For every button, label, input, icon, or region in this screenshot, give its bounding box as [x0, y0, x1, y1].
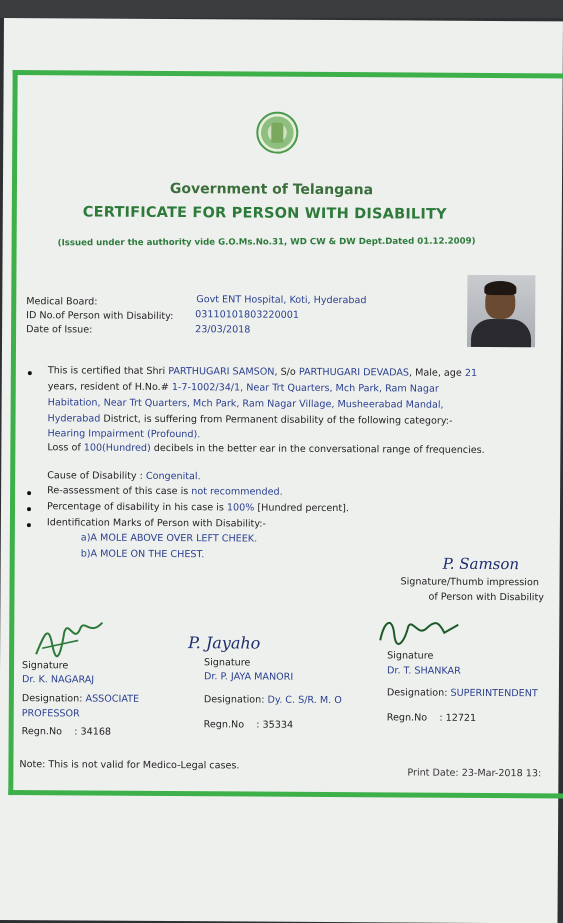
- medico-legal-note: Note: This is not valid for Medico-Legal cases.: [19, 759, 240, 772]
- person-signature-label: Signature/Thumb impression: [400, 576, 539, 589]
- medical-board-value: Govt ENT Hospital, Koti, Hyderabad: [196, 294, 367, 307]
- government-heading: Government of Telangana: [169, 181, 374, 199]
- body-line-4: Hyderabad District, is suffering from Permanent disability of the following category:-: [47, 413, 453, 427]
- body-line-1: This is certified that Shri PARTHUGARI SAMSON, S/o PARTHUGARI DEVADAS, Male, age 21: [47, 365, 478, 379]
- bullet: [28, 371, 32, 375]
- print-date: Print Date: 23-Mar-2018 13:: [407, 767, 542, 780]
- doctor-2-signature: P. Jayaho: [188, 633, 261, 653]
- disability-category: Hearing Impairment (Profound).: [47, 428, 201, 441]
- bullet: [27, 523, 31, 527]
- telangana-emblem-icon: [256, 112, 298, 154]
- doctor-1-signature-icon: [30, 614, 110, 664]
- body-line-3: Habitation, Near Trt Quarters, Mch Park, Ram Nagar Village, Musheerabad Mandal,: [47, 397, 444, 411]
- body-line-6: Loss of 100(Hundred) decibels in the better ear in the conversational range of frequencies.: [47, 442, 485, 456]
- medical-board-label: Medical Board:: [26, 296, 98, 308]
- identification-mark-b: b)A MOLE ON THE CHEST.: [80, 548, 205, 561]
- doctor-2-signature-label: Signature: [204, 657, 251, 669]
- person-photo: [467, 275, 535, 347]
- doctor-1-designation: Designation: ASSOCIATE: [21, 693, 140, 705]
- doctor-1-designation-2: PROFESSOR: [21, 708, 80, 720]
- doctor-2-regn: Regn.No : 35334: [203, 719, 294, 731]
- person-signature: P. Samson: [442, 554, 520, 574]
- cause-of-disability: Cause of Disability : Congenital.: [47, 470, 201, 483]
- doctor-1-signature-label: Signature: [22, 660, 69, 672]
- doctor-3-designation: Designation: SUPERINTENDENT: [386, 687, 538, 700]
- doctor-1-regn: Regn.No : 34168: [21, 726, 112, 738]
- doctor-1-name: Dr. K. NAGARAJ: [21, 674, 95, 686]
- doctor-3-signature-icon: [372, 610, 462, 651]
- identification-mark-a: a)A MOLE ABOVE OVER LEFT CHEEK.: [80, 532, 258, 545]
- body-line-2: years, resident of H.No.# 1-7-1002/34/1, Near Trt Quarters, Mch Park, Ram Nagar: [47, 381, 439, 395]
- doctor-2-name: Dr. P. JAYA MANORI: [203, 671, 294, 683]
- date-value: 23/03/2018: [195, 324, 251, 336]
- bullet: [27, 507, 31, 511]
- id-label: ID No.of Person with Disability:: [26, 310, 174, 323]
- authority-line: (Issued under the authority vide G.O.Ms.No.31, WD CW & DW Dept.Dated 01.12.2009): [57, 236, 476, 249]
- bullet: [27, 491, 31, 495]
- certificate-title: CERTIFICATE FOR PERSON WITH DISABILITY: [82, 204, 447, 223]
- reassessment-line: Re-assessment of this case is not recommended.: [47, 485, 283, 498]
- doctor-3-signature-label: Signature: [387, 650, 434, 662]
- percentage-line: Percentage of disability in his case is 100% [Hundred percent].: [46, 501, 349, 515]
- doctor-3-name: Dr. T. SHANKAR: [386, 665, 461, 677]
- certificate-paper: [0, 18, 563, 923]
- doctor-3-regn: Regn.No : 12721: [386, 712, 477, 724]
- doctor-2-designation: Designation: Dy. C. S/R. M. O: [203, 694, 342, 707]
- person-signature-label-2: of Person with Disability: [428, 591, 544, 604]
- background-surface: [0, 0, 563, 18]
- identification-marks-label: Identification Marks of Person with Disability:-: [46, 517, 267, 530]
- date-label: Date of Issue:: [26, 324, 93, 336]
- id-value: 03110101803220001: [195, 309, 299, 321]
